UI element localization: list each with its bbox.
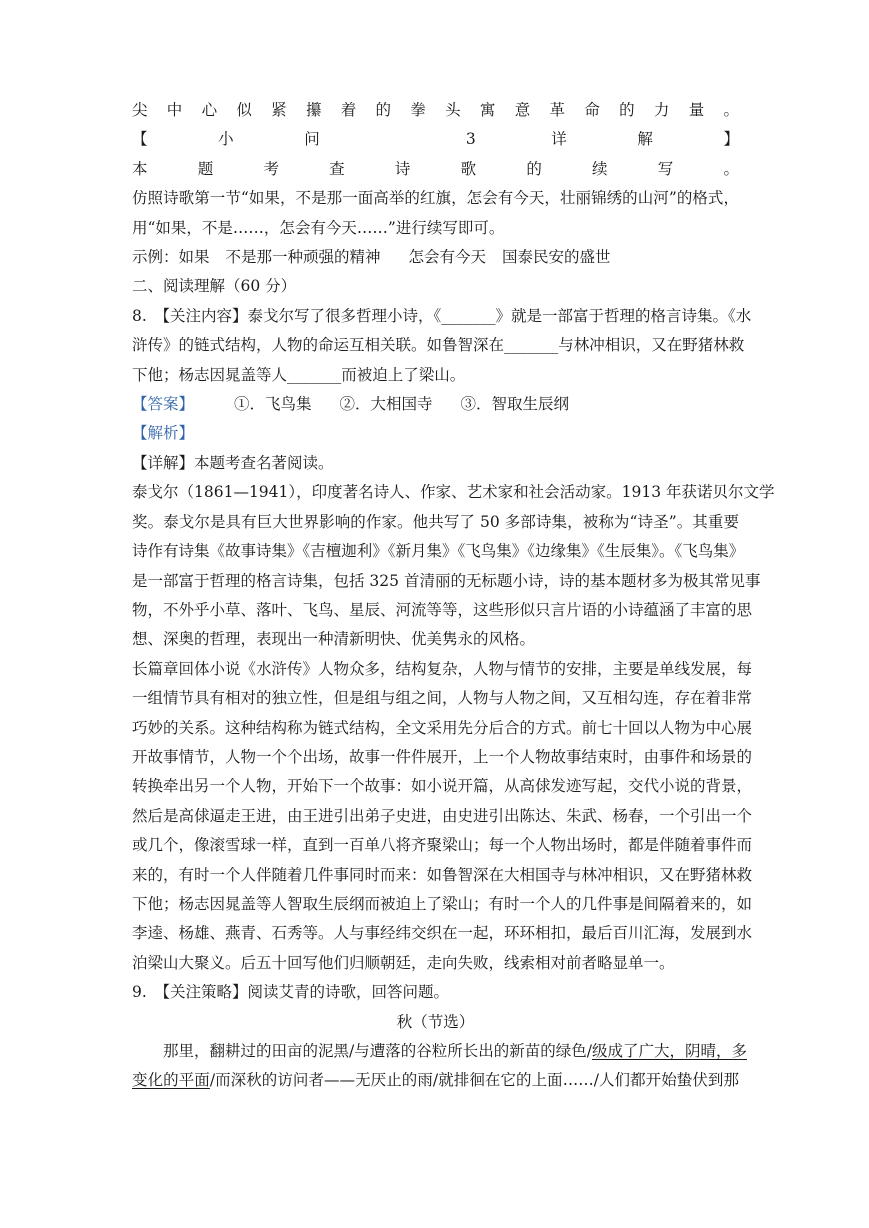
sub-question-heading: 【小问 3 详解】 (132, 130, 739, 149)
text-line: 下他；杨志因晁盖等人智取生辰纲而被迫上了梁山；有时一个人的几件事是间隔着来的，如 (132, 894, 753, 913)
text-line: 用“如果，不是……，怎会有今天……”进行续写即可。 (132, 218, 505, 237)
answer-1: ①．飞鸟集 (234, 395, 312, 414)
text-line: 尖中心似紧攥着的拳头寓意革命的力量。 (132, 101, 739, 119)
question-8-line: 浒传》的链式结构，人物的命运互相关联。如鲁智深在_______与林冲相识，又在野猪林救 (132, 336, 745, 355)
underlined-text: 级成了广大，阴晴，多 (591, 1042, 747, 1060)
poem-text: /而深秋的访问者——无厌止的雨/就排徊在它的上面……/人们都开始蛰伏到那 (209, 1071, 739, 1090)
text-line: 泊梁山大聚义。后五十回写他们归顺朝廷，走向失败，线索相对前者略显单一。 (132, 953, 675, 972)
poem-line (132, 1037, 747, 1066)
question-8-line: 8. 【关注内容】泰戈尔写了很多哲理小诗，《_______》就是一部富于哲理的格言诗集。《水 (132, 306, 752, 325)
text-line: 诗作有诗集《故事诗集》《吉檀迦利》《新月集》《飞鸟集》《边缘集》《生辰集》。《飞鸟集》 (132, 542, 745, 561)
detail-heading: 【详解】本题考查名著阅读。 (132, 453, 334, 472)
example-part: 怎会有今天 (408, 248, 487, 267)
example-line (132, 243, 739, 272)
example-part: 国泰民安的盛世 (502, 248, 611, 267)
text-line: 仿照诗歌第一节“如果，不是那一面高举的红旗，怎会有今天，壮丽锦绣的山河”的格式， (132, 189, 739, 208)
text-line: 泰戈尔（1861—1941），印度著名诗人、作家、艺术家和社会活动家。1913 年获诺贝尔文学 (132, 483, 775, 502)
answer-label: 【答案】 (132, 395, 195, 414)
text-line: 是一部富于哲理的格言诗集，包括 325 首清丽的无标题小诗，诗的基本题材多为极其常见事 (132, 571, 761, 590)
text-line: 物，不外乎小草、落叶、飞鸟、星辰、河流等等，这些形似只言片语的小诗蕴涵了丰富的思 (132, 600, 753, 619)
text-line: 转换牵出另一个人物，开始下一个故事：如小说开篇，从高俅发迹写起，交代小说的背景， (132, 777, 753, 796)
answer-2: ②．大相国寺 (339, 395, 433, 414)
poem-text: 那里，翻耕过的田亩的泥黑/与遭落的谷粒所长出的新苗的绿色/ (163, 1042, 592, 1060)
text-line: 一组情节具有相对的独立性，但是组与组之间，人物与人物之间，又互相勾连，存在着非常 (132, 689, 753, 708)
example-part: 示例：如果 (132, 248, 210, 267)
text-line: 本题考查诗歌的续写。 (132, 159, 739, 178)
question-9-line: 9. 【关注策略】阅读艾青的诗歌，回答问题。 (132, 983, 450, 1002)
underlined-text: 变化的平面 (132, 1071, 210, 1090)
text-line: 奖。泰戈尔是具有巨大世界影响的作家。他共写了 50 多部诗集，被称为“诗圣”。其重要 (132, 512, 739, 531)
poem-line (132, 1066, 739, 1095)
text-line: 然后是高俅逼走王进，由王进引出弟子史进，由史进引出陈达、朱武、杨春，一个引出一个 (132, 806, 753, 825)
answer-line (132, 390, 739, 419)
text-line: 来的，有时一个人伴随着几件事同时而来：如鲁智深在大相国寺与林冲相识，又在野猪林救 (132, 865, 753, 884)
example-part: 不是那一种顽强的精神 (225, 248, 381, 267)
text-line: 想、深奥的哲理，表现出一种清新明快、优美隽永的风格。 (132, 630, 536, 649)
text-line: 巧妙的关系。这种结构称为链式结构，全文采用先分后合的方式。前七十回以人物为中心展 (132, 718, 753, 737)
text-line: 或几个，像滚雪球一样，直到一百单八将齐聚梁山；每一个人物出场时，都是伴随着事件而 (132, 836, 753, 855)
poem-title: 秋（节选） (396, 1012, 475, 1031)
section-heading: 二、阅读理解（60 分） (132, 277, 297, 296)
text-line: 长篇章回体小说《水浒传》人物众多，结构复杂，人物与情节的安排，主要是单线发展，每 (132, 659, 753, 678)
question-8-line: 下他；杨志因晁盖等人_______而被迫上了梁山。 (132, 365, 466, 384)
text-line: 李逵、杨雄、燕青、石秀等。人与事经纬交织在一起，环环相扣，最后百川汇海，发展到水 (132, 924, 753, 943)
analysis-label: 【解析】 (132, 424, 195, 443)
text-line: 开故事情节，人物一个个出场，故事一件件展开，上一个人物故事结束时，由事件和场景的 (132, 747, 753, 766)
answer-3: ③．智取生辰纲 (460, 395, 570, 414)
